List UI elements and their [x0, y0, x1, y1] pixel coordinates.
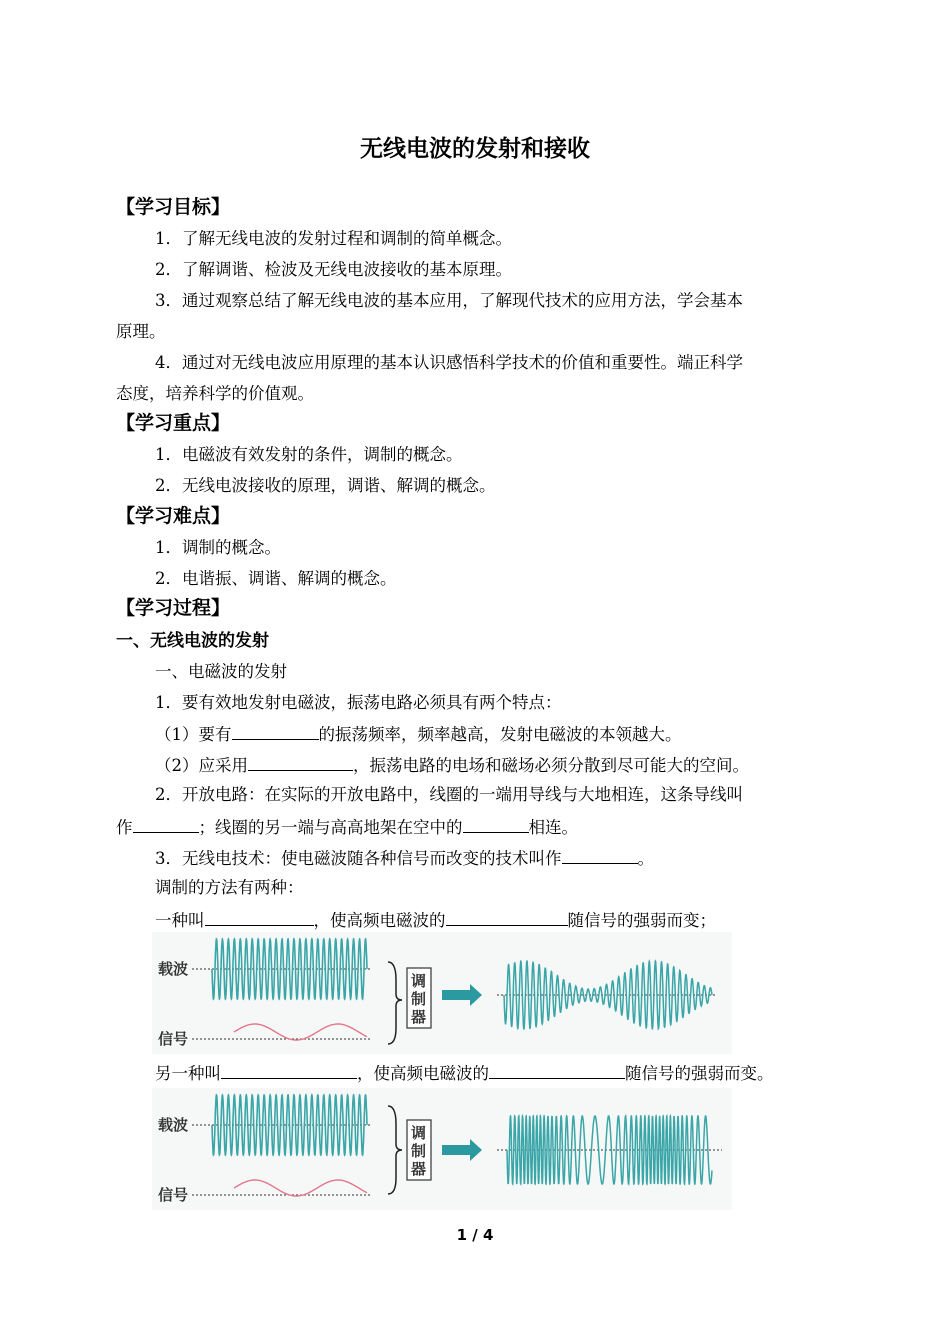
text-span: 一种叫	[155, 911, 205, 930]
text-span: 另一种叫	[155, 1064, 221, 1083]
fill-blank[interactable]	[562, 846, 638, 864]
page-title: 无线电波的发射和接收	[360, 136, 590, 162]
paragraph-blank	[155, 1061, 875, 1085]
process-heading: 【学习过程】	[116, 597, 231, 619]
paragraph: 2．开放电路：在实际的开放电路中，线圈的一端用导线与大地相连，这条导线叫	[155, 785, 743, 804]
text-span: 的振荡频率，频率越高，发射电磁波的本领越大。	[318, 725, 682, 744]
goal-item: 3．通过观察总结了解无线电波的基本应用，了解现代技术的应用方法，学会基本	[155, 291, 743, 310]
fill-blank[interactable]	[221, 1061, 357, 1079]
modulator-char: 器	[411, 1160, 427, 1178]
text-span: 随信号的强弱而变。	[625, 1064, 774, 1083]
modulator-char: 制	[411, 990, 427, 1008]
fill-blank[interactable]	[463, 815, 529, 833]
paragraph-blank	[155, 753, 875, 777]
text-span: 3．无线电技术：使电磁波随各种信号而改变的技术叫作	[155, 849, 562, 868]
text-span: ，使高频电磁波的	[313, 911, 446, 930]
text-span: （1）要有	[155, 725, 232, 744]
text-span: ；线圈的另一端与高高地架在空中的	[198, 818, 463, 837]
fill-blank[interactable]	[205, 908, 314, 926]
paragraph: 调制的方法有两种：	[155, 878, 304, 897]
paragraph-blank	[116, 815, 836, 839]
key-heading: 【学习重点】	[116, 412, 231, 434]
fill-blank[interactable]	[446, 908, 568, 926]
goal-item-cont: 态度，培养科学的价值观。	[116, 384, 314, 403]
text-span: 作	[116, 818, 133, 837]
modulator-char: 调	[411, 972, 427, 990]
signal-label: 信号	[158, 1186, 189, 1204]
goal-item: 4．通过对无线电波应用原理的基本认识感悟科学技术的价值和重要性。端正科学	[155, 353, 743, 372]
fill-blank[interactable]	[133, 815, 199, 833]
sub1-heading: 一、电磁波的发射	[155, 662, 287, 681]
modulator-char: 器	[411, 1008, 427, 1026]
goals-heading: 【学习目标】	[116, 196, 231, 218]
part1-heading: 一、无线电波的发射	[116, 631, 269, 651]
fill-blank[interactable]	[248, 753, 353, 771]
difficult-item: 2．电谐振、调谐、解调的概念。	[155, 569, 397, 588]
key-item: 2．无线电波接收的原理，调谐、解调的概念。	[155, 476, 496, 495]
text-span: ，振荡电路的电场和磁场必须分散到尽可能大的空间。	[353, 756, 749, 775]
goal-item: 2．了解调谐、检波及无线电波接收的基本原理。	[155, 260, 512, 279]
paragraph-blank	[155, 908, 875, 932]
goal-item: 1．了解无线电波的发射过程和调制的简单概念。	[155, 229, 512, 248]
modulator-char: 制	[411, 1142, 427, 1160]
text-span: ，使高频电磁波的	[357, 1064, 489, 1083]
carrier-label: 载波	[158, 960, 189, 978]
key-item: 1．电磁波有效发射的条件，调制的概念。	[155, 445, 463, 464]
fm-modulation-figure	[152, 1088, 732, 1210]
difficult-item: 1．调制的概念。	[155, 538, 281, 557]
text-span: （2）应采用	[155, 756, 248, 775]
paragraph: 1．要有效地发射电磁波，振荡电路必须具有两个特点：	[155, 693, 562, 712]
fill-blank[interactable]	[489, 1061, 625, 1079]
goal-item-cont: 原理。	[116, 322, 166, 341]
paragraph-blank	[155, 722, 875, 746]
difficult-heading: 【学习难点】	[116, 505, 231, 527]
am-modulation-figure	[152, 932, 732, 1054]
carrier-label: 载波	[158, 1116, 189, 1134]
fill-blank[interactable]	[232, 722, 319, 740]
text-span: 相连。	[528, 818, 578, 837]
text-span: 。	[637, 849, 654, 868]
modulator-char: 调	[411, 1124, 427, 1142]
text-span: 随信号的强弱而变；	[567, 911, 716, 930]
page-number: 1 / 4	[456, 1226, 494, 1244]
paragraph-blank	[155, 846, 875, 870]
signal-label: 信号	[158, 1030, 189, 1048]
